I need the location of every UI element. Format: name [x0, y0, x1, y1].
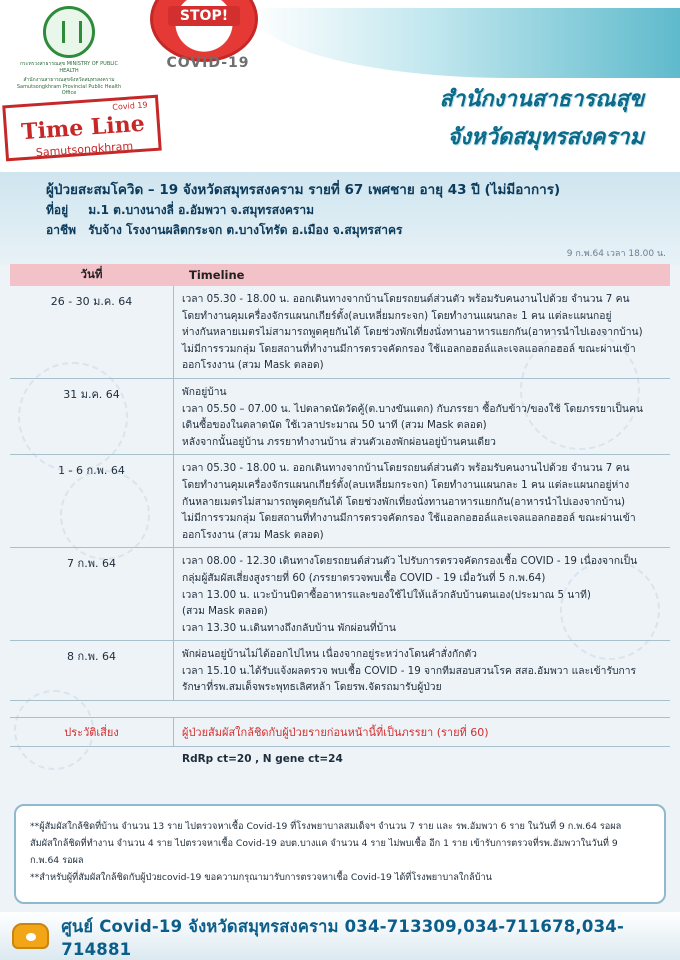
risk-text: ผู้ป่วยสัมผัสใกล้ชิดกับผู้ป่วยรายก่อนหน้านี้ที่เป็นภรรยา (รายที่ 60) — [173, 718, 670, 746]
note-line: **ผู้สัมผัสใกล้ชิดที่บ้าน จำนวน 13 ราย ไปตรวจหาเชื้อ Covid-19 ที่โรงพยาบาลสมเด็จฯ จำนวน 7 ราย และ รพ.อัมพวา 6 ราย ในวันที่ 9 ก.พ.64 รอผล — [30, 821, 622, 832]
row-detail-line: หลังจากนั้นอยู่บ้าน ภรรยาทำงานบ้าน ส่วนตัวเองพักผ่อนอยู่บ้านคนเดียว — [182, 435, 496, 448]
row-detail-line: เวลา 05.30 - 18.00 น. ออกเดินทางจากบ้านโดยรถยนต์ส่วนตัว พร้อมรับคนงานไปด้วย จำนวน 7 คน — [182, 462, 630, 475]
patient-address — [46, 200, 680, 220]
row-detail-line: เดินซื้อของในตลาดนัด ใช้เวลาประมาณ 50 นาที (สวม Mask ตลอด) — [182, 419, 487, 432]
note-line: ก.พ.64 รอผล — [30, 855, 84, 866]
row-detail-line: (สวม Mask ตลอด) — [182, 605, 268, 618]
occupation-value: รับจ้าง โรงงานผลิตกระจก ต.บางโทรัด อ.เมือง จ.สมุทรสาคร — [88, 223, 403, 237]
timeline-stamp — [2, 95, 162, 162]
row-detail-line: เวลา 05.50 – 07.00 น. ไปตลาดนัดวัดคู้(ต.บางขันแตก) กับภรรยา ซื้อกับข้าว/ของใช้ โดยภรรยาเป็นคน — [182, 402, 643, 415]
table-row — [10, 548, 670, 641]
row-detail-line: เวลา 15.10 น.ได้รับแจ้งผลตรวจ พบเชื้อ COVID - 19 จากทีมสอบสวนโรค สสอ.อัมพวา และเข้ารับการ — [182, 664, 637, 677]
office-title-line2: จังหวัดสมุทรสงคราม — [447, 124, 644, 150]
row-detail-line: เวลา 05.30 - 18.00 น. ออกเดินทางจากบ้านโดยรถยนต์ส่วนตัว พร้อมรับคนงานไปด้วย จำนวน 7 คน — [182, 293, 630, 305]
row-detail-line: กันหลายเมตรไม่สามารถพูดคุยกันได้ โดยช่วงพักเที่ยงนั่งทานอาหารแยกกัน(อาหารนำไปเองจากบ้าน) — [182, 495, 626, 508]
header-timeline: Timeline — [189, 268, 245, 282]
office-title-line1: สำนักงานสาธารณสุข — [439, 86, 644, 112]
patient-occupation — [46, 220, 680, 240]
row-detail — [173, 641, 670, 700]
risk-label: ประวัติเสี่ยง — [64, 726, 119, 740]
header-swoosh — [250, 8, 680, 78]
row-detail — [173, 455, 670, 547]
stamp-covid-label: Covid 19 — [112, 100, 148, 112]
row-date: 1 - 6 ก.พ. 64 — [58, 464, 125, 478]
table-row — [10, 379, 670, 455]
row-detail-line: เวลา 13.00 น. แวะบ้านบิดาซื้ออาหารและของใช้ไปให้แล้วกลับบ้านตนเอง(ประมาณ 5 นาที) — [182, 588, 591, 601]
note-line: สัมผัสใกล้ชิดที่ทำงาน จำนวน 4 ราย ไปตรวจหาเชื้อ Covid-19 อบต.บางแค จำนวน 4 ราย ไม่พบเชื้อ อีก 1 ราย เข้ารับการตรวจที่รพ.อัมพวาในวันที่ 9 — [30, 838, 618, 849]
row-detail-line: กลุ่มผู้สัมผัสเสี่ยงสูงรายที่ 60 (ภรรยาตรวจพบเชื้อ COVID - 19 เมื่อวันที่ 5 ก.พ.64) — [182, 571, 546, 584]
timeline-table — [10, 264, 670, 765]
row-date: 31 ม.ค. 64 — [63, 387, 120, 401]
patient-info — [0, 172, 680, 266]
table-row — [10, 455, 670, 548]
contact-notes — [14, 804, 666, 904]
note-line: **สำหรับผู้ที่สัมผัสใกล้ชิดกับผู้ป่วยcovid-19 ขอความกรุณามารับการตรวจหาเชื้อ Covid-19 ได้ที่โรงพยาบาลใกล้บ้าน — [30, 872, 492, 883]
stop-covid-graphic — [128, 0, 286, 78]
stamp-title: Time Line — [20, 110, 146, 146]
row-detail-line: โดยทำงานคุมเครื่องจักรแผนกเกียร์ตั้ง(ลบเหลี่ยมกระจก) โดยทำงานแผนกละ 1 คน แต่ละแผนกอยู่ — [182, 309, 612, 322]
row-detail-line: พักผ่อนอยู่บ้านไม่ได้ออกไปไหน เนื่องจากอยู่ระหว่างโดนคำสั่งกักตัว — [182, 648, 477, 661]
patient-headline: ผู้ป่วยสะสมโควิด – 19 จังหวัดสมุทรสงคราม รายที่ 67 เพศชาย อายุ 43 ปี (ไม่มีอาการ) — [46, 182, 561, 198]
row-detail — [173, 286, 670, 378]
row-detail-line: ไม่มีการรวมกลุ่ม โดยสถานที่ทำงานมีการตรวจคัดกรอง ใช้แอลกอฮอล์และเจลแอลกอฮอล์ ขณะผ่านเข้า — [182, 512, 636, 525]
report-date: 9 ก.พ.64 เวลา 18.00 น. — [566, 249, 666, 259]
telephone-icon — [12, 923, 49, 949]
row-detail — [173, 379, 670, 454]
timeline-rows — [10, 286, 670, 701]
header-date: วันที่ — [80, 267, 103, 281]
row-detail-line: พักอยู่บ้าน — [182, 385, 227, 398]
row-detail-line: รักษาที่รพ.สมเด็จพระพุทธเลิศหล้า โดยรพ.จัดรถมารับผู้ป่วย — [182, 681, 442, 694]
table-row — [10, 641, 670, 701]
address-value: ม.1 ต.บางนางลี่ อ.อัมพวา จ.สมุทรสงคราม — [88, 203, 315, 217]
stamp-province: Samutsongkhram — [35, 139, 134, 160]
row-date: 7 ก.พ. 64 — [67, 557, 116, 571]
office-title — [439, 80, 644, 156]
row-detail-line: ห่างกันหลายเมตรไม่สามารถพูดคุยกันได้ โดยช่วงพักเที่ยงนั่งทานอาหารแยกกัน(อาหารนำไปเองจากบ้าน) — [182, 326, 643, 339]
ministry-logo-text: กระทรวงสาธารณสุข MINISTRY OF PUBLIC HEALTH — [19, 61, 119, 74]
row-date: 8 ก.พ. 64 — [67, 650, 116, 664]
address-label: ที่อยู่ — [46, 203, 69, 217]
row-date: 26 - 30 ม.ค. 64 — [50, 295, 133, 308]
ministry-logo — [14, 6, 124, 97]
row-detail — [173, 548, 670, 640]
occupation-label: อาชีพ — [46, 223, 76, 237]
row-detail-line: ออกโรงงาน (สวม Mask ตลอด) — [182, 528, 324, 541]
row-detail-line: เวลา 13.30 น.เดินทางถึงกลับบ้าน พักผ่อนที่บ้าน — [182, 621, 396, 634]
hotline-text: ศูนย์ Covid-19 จังหวัดสมุทรสงคราม 034-713309,034-711678,034-714881 — [61, 916, 624, 959]
row-detail-line: เวลา 08.00 - 12.30 เดินทางโดยรถยนต์ส่วนตัว ไปรับการตรวจคัดกรองเชื้อ COVID - 19 เนื่องจากเป็น — [182, 555, 638, 568]
table-row — [10, 286, 670, 379]
hotline-footer — [0, 912, 680, 960]
table-header — [10, 264, 670, 286]
stop-label: STOP! — [168, 6, 240, 26]
row-detail-line: ออกโรงงาน (สวม Mask ตลอด) — [182, 359, 324, 372]
risk-history-row — [10, 717, 670, 747]
ministry-logo-icon — [43, 6, 95, 58]
office-small-text: สำนักงานสาธารณสุขจังหวัดสมุทรสงคราม Samutsongkhram Provincial Public Health Office — [16, 77, 122, 96]
poster-header — [0, 0, 680, 172]
covid-label: COVID-19 — [166, 55, 250, 71]
row-detail-line: ไม่มีการรวมกลุ่ม โดยสถานที่ทำงานมีการตรวจคัดกรอง ใช้แอลกอฮอล์และเจลแอลกอฮอล์ ขณะผ่านเข้า — [182, 342, 636, 355]
ct-values: RdRp ct=20 , N gene ct=24 — [182, 753, 343, 766]
row-detail-line: โดยทำงานคุมเครื่องจักรแผนกเกียร์ตั้ง(ลบเหลี่ยมกระจก) โดยทำงานแผนกละ 1 คน แต่ละแผนกอยู่ห่าง — [182, 478, 630, 491]
